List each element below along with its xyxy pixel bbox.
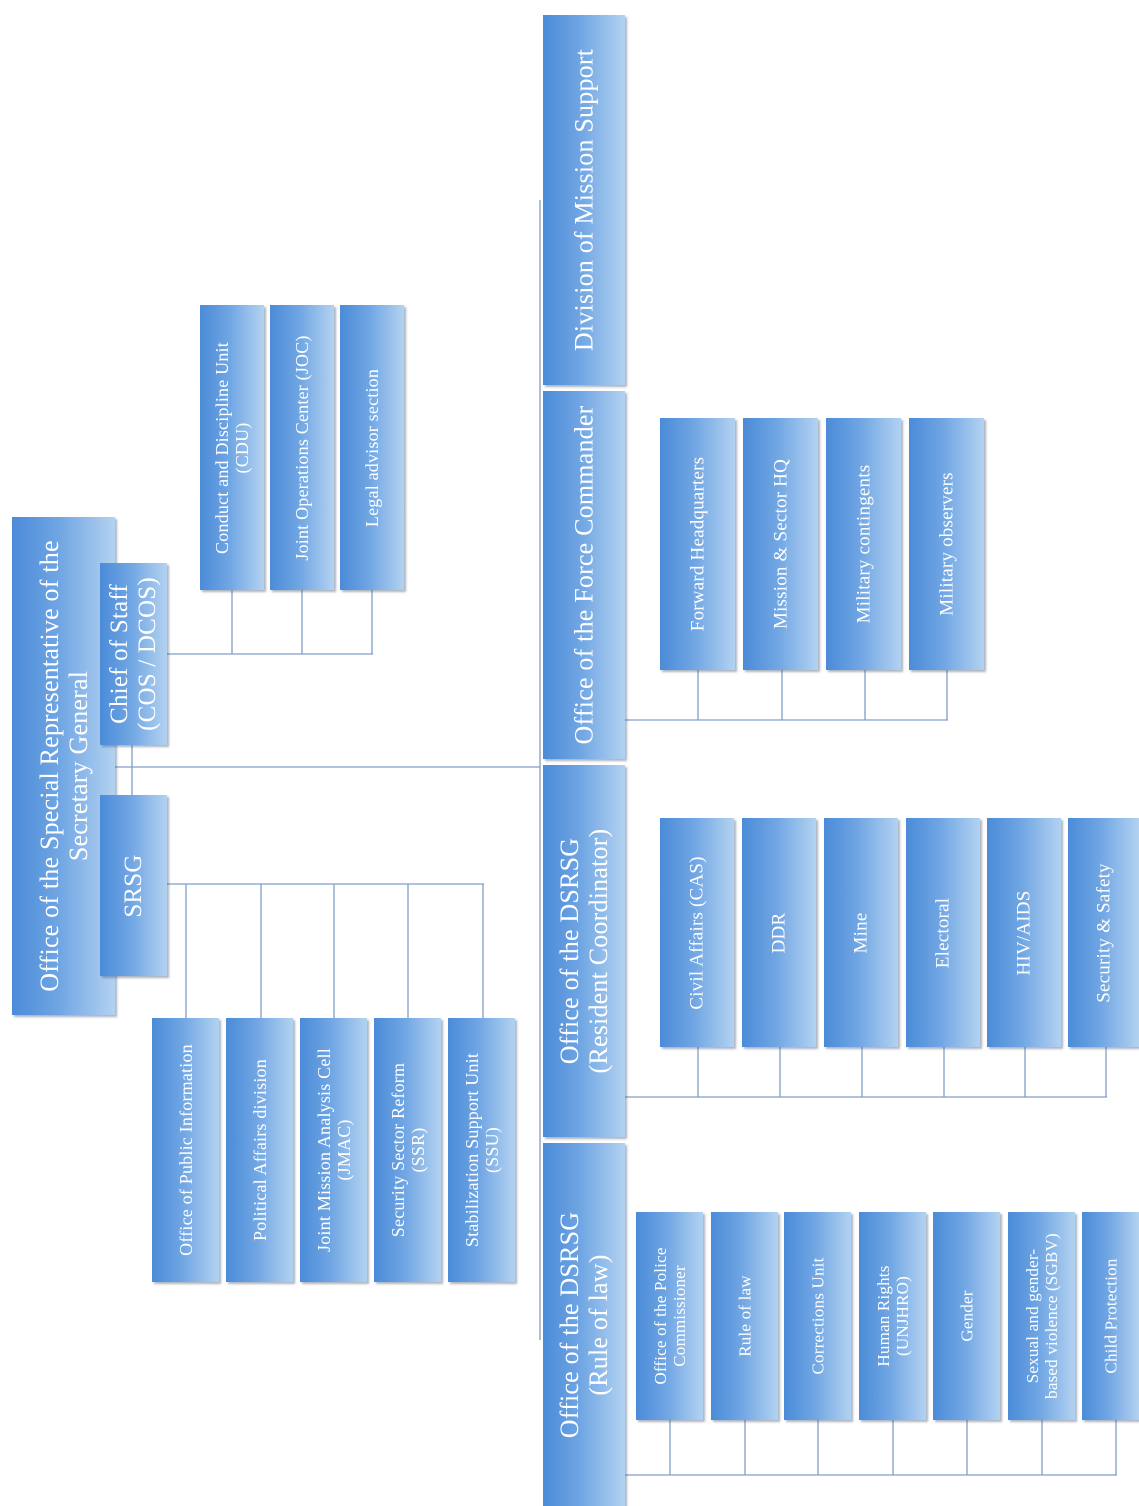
node-label: Military contingents	[852, 464, 874, 624]
node-label: SRSG	[119, 853, 147, 918]
node-military-observers	[909, 418, 984, 670]
node-forward-headquarters	[660, 418, 735, 670]
node-label: Mine	[850, 912, 872, 953]
node-label: Electoral	[932, 897, 954, 968]
node-label: Human Rights (UNJHRO)	[873, 1265, 912, 1367]
node-civil-affairs	[660, 818, 734, 1047]
node-label: Conduct and Discipline Unit (CDU)	[211, 341, 252, 554]
node-sgbv	[1008, 1212, 1075, 1420]
node-cdu	[200, 305, 264, 590]
node-label: Joint Operations Center (JOC)	[291, 334, 312, 561]
node-label: Joint Mission Analysis Cell (JMAC)	[313, 1048, 354, 1252]
node-police-commissioner	[636, 1212, 703, 1420]
node-label: HIV/AIDS	[1013, 890, 1035, 975]
node-label: Gender	[956, 1290, 976, 1342]
node-label: Stabilization Support Unit (SSU)	[461, 1052, 502, 1248]
node-corrections-unit	[784, 1212, 851, 1420]
node-label: Child Protection	[1100, 1258, 1120, 1374]
node-gender	[933, 1212, 1000, 1420]
node-label: Political Affairs division	[249, 1059, 270, 1241]
node-label: Office of the Force Commander	[569, 405, 599, 745]
node-label: Office of the Police Commissioner	[650, 1247, 689, 1385]
node-label: Rule of law	[734, 1275, 754, 1357]
node-child-protection	[1082, 1212, 1139, 1420]
node-srsg	[100, 795, 167, 976]
node-label: Security & Safety	[1092, 862, 1114, 1003]
node-label: Civil Affairs (CAS)	[686, 855, 708, 1010]
node-dsrsg-resident-coordinator	[543, 765, 625, 1137]
node-label: Military observers	[935, 472, 957, 616]
node-political-affairs	[226, 1018, 293, 1282]
node-label: Office of the DSRSG (Resident Coordinator)	[554, 828, 613, 1074]
node-mine	[824, 818, 898, 1047]
node-ssr	[374, 1018, 441, 1282]
node-label: Office of the Special Representative of the Secretary General	[34, 540, 93, 992]
node-public-information	[152, 1018, 219, 1282]
node-mission-sector-hq	[743, 418, 818, 670]
node-label: Corrections Unit	[807, 1257, 827, 1375]
node-force-commander	[543, 391, 625, 759]
node-label: Forward Headquarters	[686, 456, 708, 632]
node-military-contingents	[826, 418, 901, 670]
node-electoral	[906, 818, 980, 1047]
node-chief-of-staff	[100, 563, 167, 745]
node-label: Office of Public Information	[175, 1044, 196, 1256]
node-security-safety	[1068, 818, 1139, 1047]
node-rule-of-law-unit	[711, 1212, 778, 1420]
node-ssu	[448, 1018, 515, 1282]
node-jmac	[300, 1018, 367, 1282]
node-human-rights	[859, 1212, 926, 1420]
node-dsrsg-rule-of-law	[543, 1143, 625, 1506]
node-mission-support	[543, 15, 625, 385]
node-label: Security Sector Reform (SSR)	[387, 1062, 428, 1238]
node-label: Chief of Staff (COS / DCOS)	[105, 577, 161, 731]
node-label: Legal advisor section	[361, 368, 382, 527]
node-joc	[270, 305, 334, 590]
node-ddr	[742, 818, 816, 1047]
node-label: DDR	[768, 912, 790, 953]
node-hiv-aids	[987, 818, 1061, 1047]
node-label: Mission & Sector HQ	[769, 458, 791, 630]
node-label: Sexual and gender- based violence (SGBV)	[1022, 1233, 1061, 1399]
node-label: Office of the DSRSG (Rule of law)	[554, 1211, 613, 1438]
node-label: Division of Mission Support	[569, 48, 599, 352]
node-legal-advisor	[340, 305, 404, 590]
